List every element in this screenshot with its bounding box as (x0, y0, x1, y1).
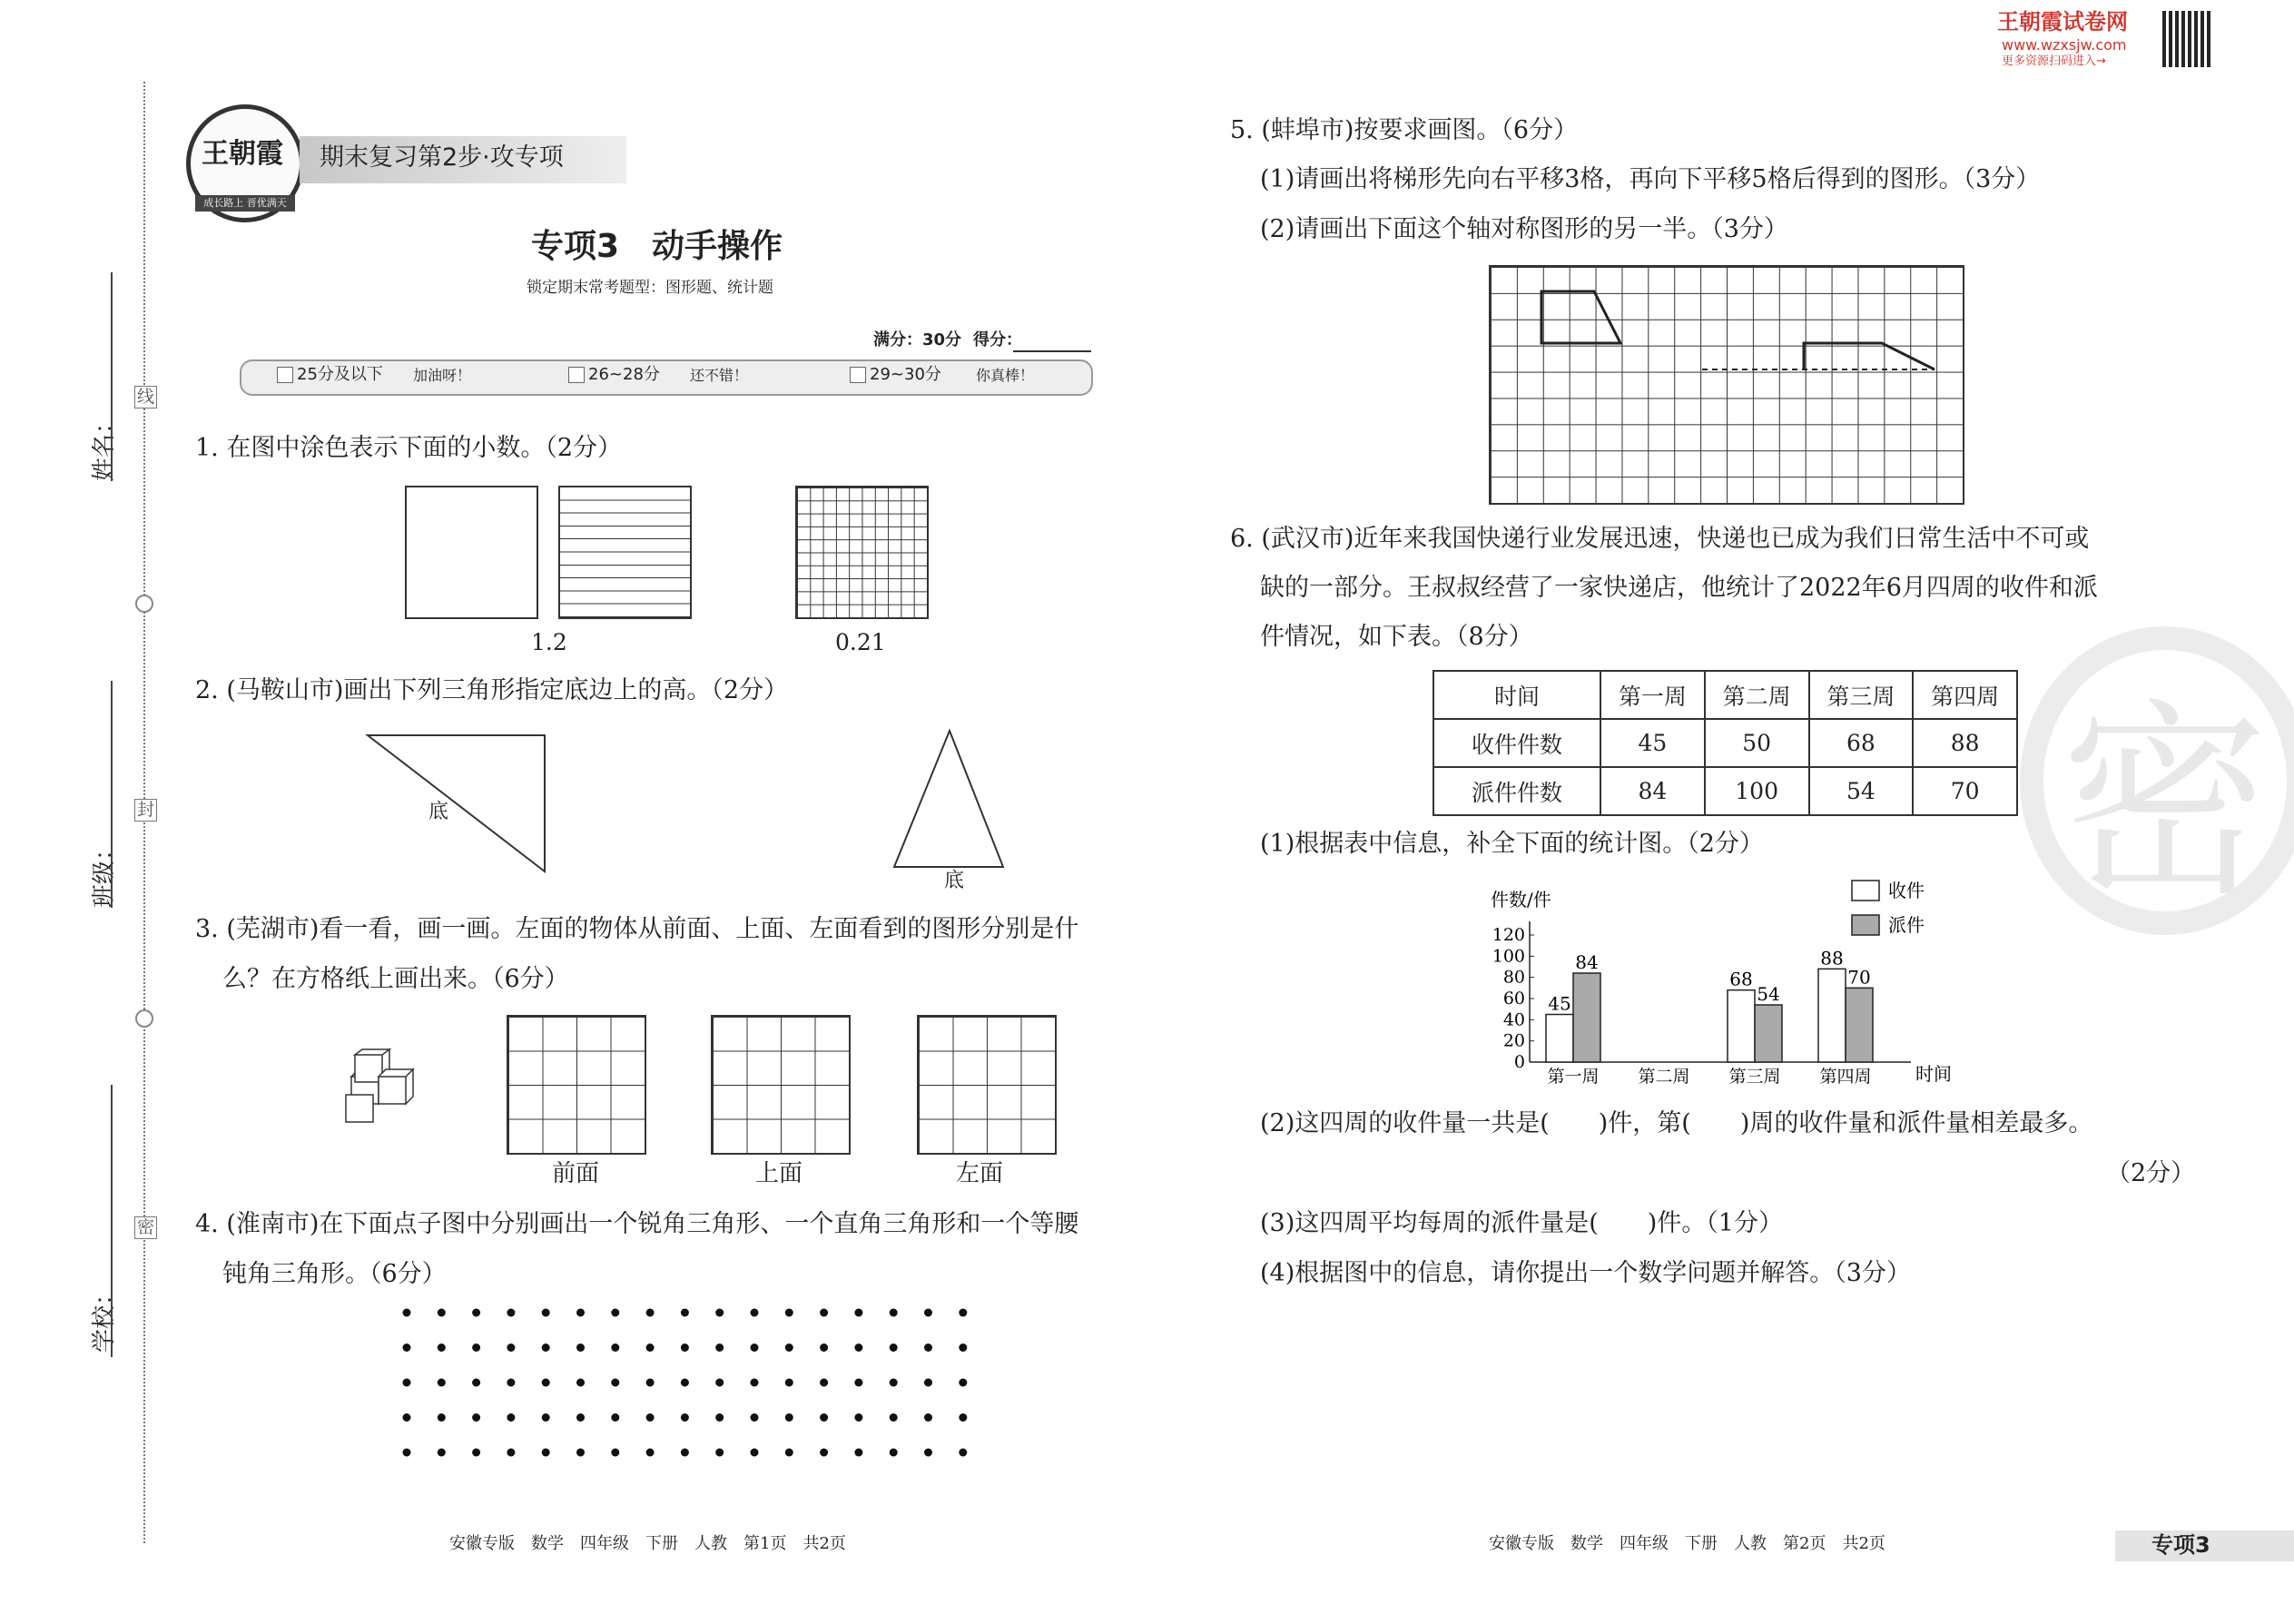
data-label: 54 (1757, 983, 1780, 1005)
dot (576, 1309, 585, 1317)
q2-text: 2. (马鞍山市)画出下列三角形指定底边上的高。（2分） (195, 676, 789, 704)
q3-line1: 3. (芜湖市)看一看，画一画。左面的物体从前面、上面、左面看到的图形分别是什 (195, 915, 1079, 943)
data-label: 88 (1820, 947, 1844, 969)
dot (681, 1343, 689, 1352)
q6-line3: 件情况，如下表。（8分） (1260, 623, 1533, 651)
dot (472, 1379, 480, 1387)
q3-cube-solid (340, 1044, 431, 1126)
dot (646, 1449, 655, 1457)
dot (403, 1343, 411, 1352)
dot (820, 1413, 828, 1422)
dot (403, 1309, 411, 1317)
q3-grid-top[interactable] (711, 1015, 851, 1155)
x-tick-label: 第一周 (1547, 1067, 1600, 1087)
table-cell: 第四周 (1913, 671, 2017, 719)
seal-watermark: 密 (2020, 626, 2294, 935)
step-label: 期末复习第2步·攻专项 (320, 143, 564, 172)
table-cell: 50 (1705, 719, 1809, 767)
dot (785, 1309, 793, 1317)
dot (924, 1449, 932, 1457)
dot (611, 1449, 619, 1457)
score-label: 得分： (973, 330, 1022, 349)
dot (820, 1309, 828, 1317)
q5-sub2: (2)请画出下面这个轴对称图形的另一半。（3分） (1260, 215, 1788, 243)
bar (1818, 969, 1846, 1062)
table-cell: 派件件数 (1433, 767, 1600, 815)
table-cell: 第一周 (1600, 671, 1705, 719)
school-label: 学校： (91, 1281, 118, 1353)
dot (438, 1413, 446, 1422)
dot (611, 1309, 619, 1317)
watermark-tip: 更多资源扫码进入→ (2002, 54, 2106, 68)
q2-base-label: 底 (428, 801, 449, 823)
dot (924, 1343, 932, 1352)
dot (854, 1379, 862, 1387)
dot (507, 1309, 515, 1317)
q3-line2: 么？在方格纸上画出来。（6分） (222, 965, 569, 993)
dot (611, 1343, 619, 1352)
q1-label-b: 0.21 (835, 629, 886, 655)
q4-dot-grid[interactable] (399, 1305, 980, 1464)
dot (820, 1343, 828, 1352)
school-field[interactable] (111, 1085, 113, 1357)
page-subtitle: 锁定期末常考题型：图形题、统计题 (527, 279, 773, 297)
dot (820, 1449, 828, 1457)
table-cell: 第二周 (1705, 671, 1809, 719)
dot (646, 1309, 655, 1317)
data-label: 45 (1548, 992, 1571, 1015)
full-score: 满分：30分 (873, 330, 962, 349)
dot (785, 1413, 793, 1422)
dot (576, 1343, 585, 1352)
table-row (1433, 719, 2017, 767)
table-cell: 70 (1913, 767, 2017, 815)
dot (438, 1343, 446, 1352)
q3-grid-left[interactable] (917, 1015, 1057, 1155)
bar (1546, 1015, 1573, 1063)
class-field[interactable] (111, 681, 113, 908)
dot (854, 1343, 862, 1352)
x-axis-label: 时间 (1915, 1063, 1952, 1085)
q2-base-label-2: 底 (944, 870, 965, 892)
dot (403, 1413, 411, 1422)
table-cell: 第三周 (1809, 671, 1914, 719)
legend-label: 派件 (1888, 914, 1925, 936)
dot (924, 1309, 932, 1317)
dot (785, 1379, 793, 1387)
table-header-row (1433, 671, 2017, 719)
dot (854, 1309, 862, 1317)
dot (785, 1449, 793, 1457)
dot (890, 1343, 898, 1352)
table-cell: 88 (1913, 719, 2017, 767)
logo-text: 王朝霞 (202, 138, 283, 170)
dot (403, 1379, 411, 1387)
y-tick-label: 80 (1502, 967, 1525, 988)
class-label: 班级： (91, 836, 118, 908)
table-cell: 100 (1705, 767, 1809, 815)
binding-hole-2 (135, 1009, 153, 1028)
grade-option-2[interactable] (568, 365, 660, 385)
cut-mark-3: 密 (134, 1216, 157, 1239)
grade-label: 26~28分 (588, 365, 660, 384)
q6-line2: 缺的一部分。王叔叔经营了一家快递店，他统计了2022年6月四周的收件和派 (1260, 574, 2098, 602)
dot (924, 1379, 932, 1387)
footer-right: 安徽专版 数学 四年级 下册 人教 第2页 共2页 (1489, 1534, 1885, 1553)
dot (751, 1449, 759, 1457)
q1-square-1[interactable] (405, 486, 538, 619)
grade-msg-1: 加油呀！ (413, 367, 472, 384)
data-label: 84 (1575, 951, 1599, 973)
dot (924, 1413, 932, 1422)
cut-mark-2: 封 (134, 799, 157, 822)
dot (542, 1343, 550, 1352)
q2-isosceles-triangle[interactable] (890, 726, 1008, 871)
dot (472, 1449, 480, 1457)
q6-sub2: (2)这四周的收件量一共是( )件，第( )周的收件量和派件量相差最多。 (1260, 1109, 2093, 1137)
q3-grid-front[interactable] (507, 1015, 646, 1155)
bar (1573, 973, 1600, 1062)
q1-square-2[interactable] (558, 486, 692, 619)
q3-view-front: 前面 (552, 1160, 600, 1187)
dot (438, 1379, 446, 1387)
score-field[interactable] (1013, 350, 1091, 352)
q6-sub4: (4)根据图中的信息，请你提出一个数学问题并解答。（3分） (1260, 1259, 1911, 1287)
footer-tag: 专项3 (2151, 1532, 2210, 1558)
q5-text: 5. (蚌埠市)按要求画图。（6分） (1230, 116, 1579, 144)
y-tick-label: 40 (1502, 1009, 1525, 1030)
page-title: 专项3 动手操作 (531, 228, 783, 265)
q6-line1: 6. (武汉市)近年来我国快递行业发展迅速，快递也已成为我们日常生活中不可或 (1230, 525, 2090, 553)
logo-ribbon: 成长路上 晋优满天 (195, 195, 295, 212)
table-cell: 收件件数 (1433, 719, 1600, 767)
y-tick-label: 120 (1492, 925, 1525, 945)
dot (507, 1343, 515, 1352)
legend-label: 收件 (1888, 880, 1925, 901)
dot (959, 1449, 967, 1457)
dot (438, 1449, 446, 1457)
table-cell: 68 (1809, 719, 1914, 767)
y-tick-label: 100 (1492, 946, 1525, 967)
x-tick-label: 第二周 (1638, 1067, 1690, 1087)
dot (959, 1413, 967, 1422)
data-label: 68 (1729, 968, 1753, 990)
dot (542, 1309, 550, 1317)
dot (715, 1343, 724, 1352)
name-field[interactable] (111, 272, 113, 481)
dot (646, 1379, 655, 1387)
dot (854, 1413, 862, 1422)
q5-sub1: (1)请画出将梯形先向右平移3格，再向下平移5格后得到的图形。（3分） (1260, 165, 2041, 193)
dot (681, 1449, 689, 1457)
q4-line2: 钝角三角形。（6分） (222, 1260, 447, 1288)
grade-msg-3: 你真棒！ (976, 367, 1035, 384)
data-label: 70 (1847, 966, 1871, 989)
dot (542, 1379, 550, 1387)
q3-view-top: 上面 (755, 1160, 803, 1187)
watermark-url[interactable]: www.wzxsjw.com (2002, 36, 2127, 54)
grade-msg-2: 还不错！ (690, 367, 749, 384)
dot (751, 1343, 759, 1352)
cut-mark-1: 线 (134, 386, 157, 408)
q6-table (1433, 670, 2018, 816)
bar (1728, 990, 1755, 1062)
q2-right-triangle[interactable] (363, 726, 563, 881)
q1-text: 1. 在图中涂色表示下面的小数。（2分） (195, 434, 623, 462)
legend-swatch (1852, 881, 1879, 901)
table-cell: 84 (1600, 767, 1705, 815)
grade-option-1[interactable] (277, 365, 383, 385)
q6-bar-chart[interactable] (1480, 871, 1970, 1094)
dot (576, 1449, 585, 1457)
grade-label: 25分及以下 (297, 365, 383, 384)
checkbox[interactable] (850, 367, 866, 383)
table-cell: 时间 (1433, 671, 1600, 719)
dot (403, 1449, 411, 1457)
dot (507, 1379, 515, 1387)
checkbox[interactable] (568, 367, 585, 383)
y-axis-label: 件数/件 (1491, 889, 1551, 910)
dot (715, 1449, 724, 1457)
binding-hole-1 (135, 595, 153, 613)
dot (715, 1413, 724, 1422)
q4-line1: 4. (淮南市)在下面点子图中分别画出一个锐角三角形、一个直角三角形和一个等腰 (195, 1210, 1079, 1238)
x-tick-label: 第三周 (1728, 1067, 1781, 1087)
dot (611, 1379, 619, 1387)
q6-sub1: (1)根据表中信息，补全下面的统计图。（2分） (1260, 830, 1764, 858)
dot (751, 1309, 759, 1317)
dot (542, 1449, 550, 1457)
checkbox[interactable] (277, 367, 293, 383)
q1-grid-square[interactable] (795, 486, 929, 619)
q6-sub2-score: （2分） (2106, 1159, 2196, 1187)
dot (472, 1309, 480, 1317)
y-tick-label: 60 (1502, 989, 1525, 1009)
qr-code[interactable] (2162, 11, 2211, 67)
footer-left: 安徽专版 数学 四年级 下册 人教 第1页 共2页 (449, 1534, 846, 1553)
dot (959, 1309, 967, 1317)
bar (1846, 988, 1873, 1062)
dot (681, 1379, 689, 1387)
dot (751, 1413, 759, 1422)
dot (646, 1413, 655, 1422)
dot (576, 1379, 585, 1387)
table-cell: 45 (1600, 719, 1705, 767)
dot (890, 1449, 898, 1457)
name-label: 姓名： (91, 409, 118, 481)
dot (854, 1449, 862, 1457)
q5-shapes[interactable] (1489, 265, 1961, 501)
grade-label: 29~30分 (870, 365, 941, 384)
dot (472, 1413, 480, 1422)
y-tick-label: 0 (1513, 1052, 1525, 1072)
y-tick-label: 20 (1502, 1030, 1525, 1051)
dot (611, 1413, 619, 1422)
dot (959, 1379, 967, 1387)
q1-label-a: 1.2 (531, 629, 567, 655)
dot (542, 1413, 550, 1422)
dot (438, 1309, 446, 1317)
dot (681, 1309, 689, 1317)
dot (472, 1343, 480, 1352)
dot (715, 1309, 724, 1317)
x-tick-label: 第四周 (1819, 1067, 1872, 1087)
table-row (1433, 767, 2017, 815)
watermark-brand: 王朝霞试卷网 (1997, 9, 2128, 34)
dot (681, 1413, 689, 1422)
q6-sub3: (3)这四周平均每周的派件量是( )件。（1分） (1260, 1209, 1783, 1237)
dot (820, 1379, 828, 1387)
dot (785, 1343, 793, 1352)
dot (890, 1379, 898, 1387)
dot (959, 1343, 967, 1352)
table-cell: 54 (1809, 767, 1914, 815)
legend-swatch (1852, 915, 1879, 935)
dot (507, 1413, 515, 1422)
dot (576, 1413, 585, 1422)
grade-option-3[interactable] (850, 365, 941, 385)
dot (890, 1413, 898, 1422)
dot (646, 1343, 655, 1352)
dot (751, 1379, 759, 1387)
q3-view-left: 左面 (956, 1160, 1004, 1187)
dot (890, 1309, 898, 1317)
dot (715, 1379, 724, 1387)
bar (1755, 1005, 1782, 1062)
dot (507, 1449, 515, 1457)
